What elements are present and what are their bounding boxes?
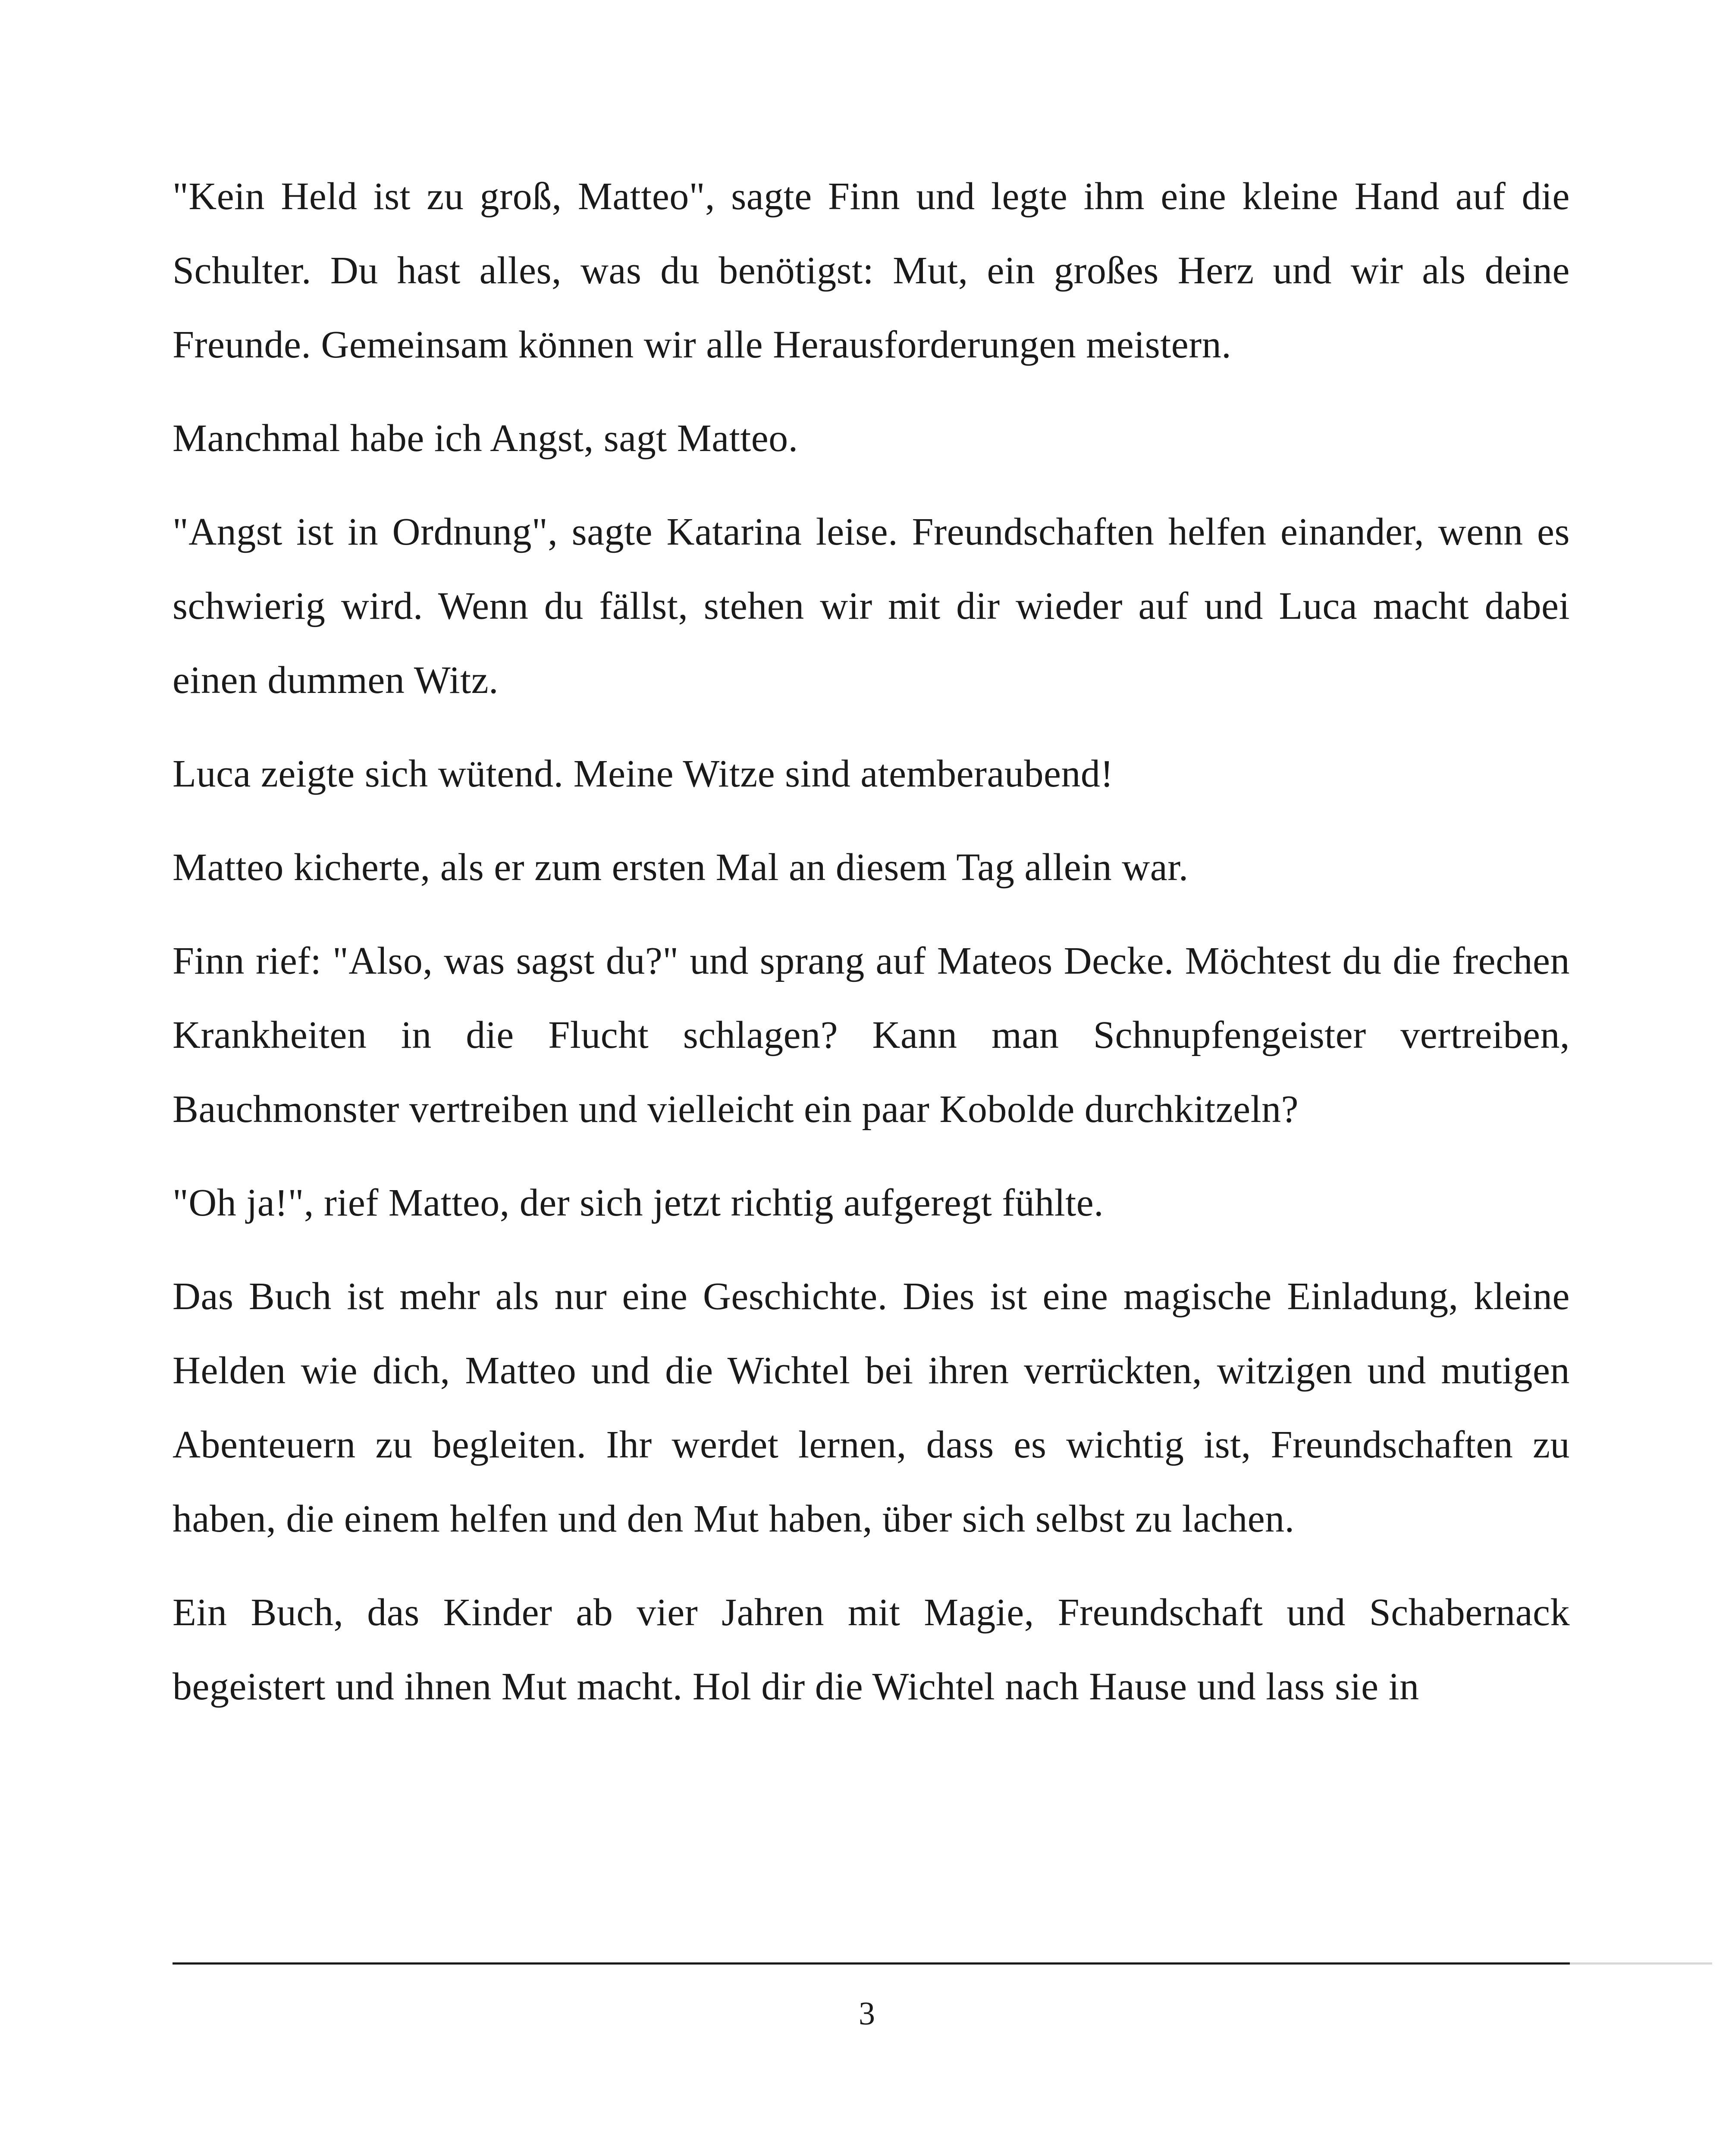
footer-divider-fade: [1570, 1962, 1712, 1965]
paragraph-3: "Angst ist in Ordnung", sagte Katarina leise. Freundschaften helfen einander, wenn es schwierig wird. Wenn du fällst, stehen wir mit dir wieder auf und Luca macht dabei einen dummen Witz.: [173, 511, 1570, 702]
body-text: [173, 160, 1570, 1743]
paragraph-7: "Oh ja!", rief Matteo, der sich jetzt richtig aufgeregt fühlte.: [173, 1181, 1104, 1224]
paragraph-6: Finn rief: "Also, was sagst du?" und sprang auf Mateos Decke. Möchtest du die frechen Krankheiten in die Flucht schlagen? Kann man Schnupfengeister vertreiben, Bauchmonster vertreiben und vielleicht ein paar Kobolde durchkitzeln?: [173, 940, 1570, 1131]
paragraph-2: Manchmal habe ich Angst, sagt Matteo.: [173, 417, 798, 460]
paragraph-9: Ein Buch, das Kinder ab vier Jahren mit Magie, Freundschaft und Schabernack begeistert und ihnen Mut macht. Hol dir die Wichtel nach Hause und lass sie in: [173, 1591, 1570, 1708]
paragraph-1: "Kein Held ist zu groß, Matteo", sagte Finn und legte ihm eine kleine Hand auf die Schulter. Du hast alles, was du benötigst: Mut, ein großes Herz und wir als deine Freunde. Gemeinsam können wir alle Herausforderungen meistern.: [173, 175, 1570, 366]
paragraph-8: Das Buch ist mehr als nur eine Geschichte. Dies ist eine magische Einladung, kleine Helden wie dich, Matteo und die Wichtel bei ihren verrückten, witzigen und mutigen Abenteuern zu begleiten. Ihr werdet lernen, dass es wichtig ist, Freundschaften zu haben, die einem helfen und den Mut haben, über sich selbst zu lachen.: [173, 1275, 1570, 1540]
page-number: 3: [859, 1996, 875, 2032]
paragraph-5: Matteo kicherte, als er zum ersten Mal an diesem Tag allein war.: [173, 846, 1189, 889]
footer-divider: [173, 1962, 1699, 1965]
paragraph-4: Luca zeigte sich wütend. Meine Witze sind atemberaubend!: [173, 752, 1114, 795]
